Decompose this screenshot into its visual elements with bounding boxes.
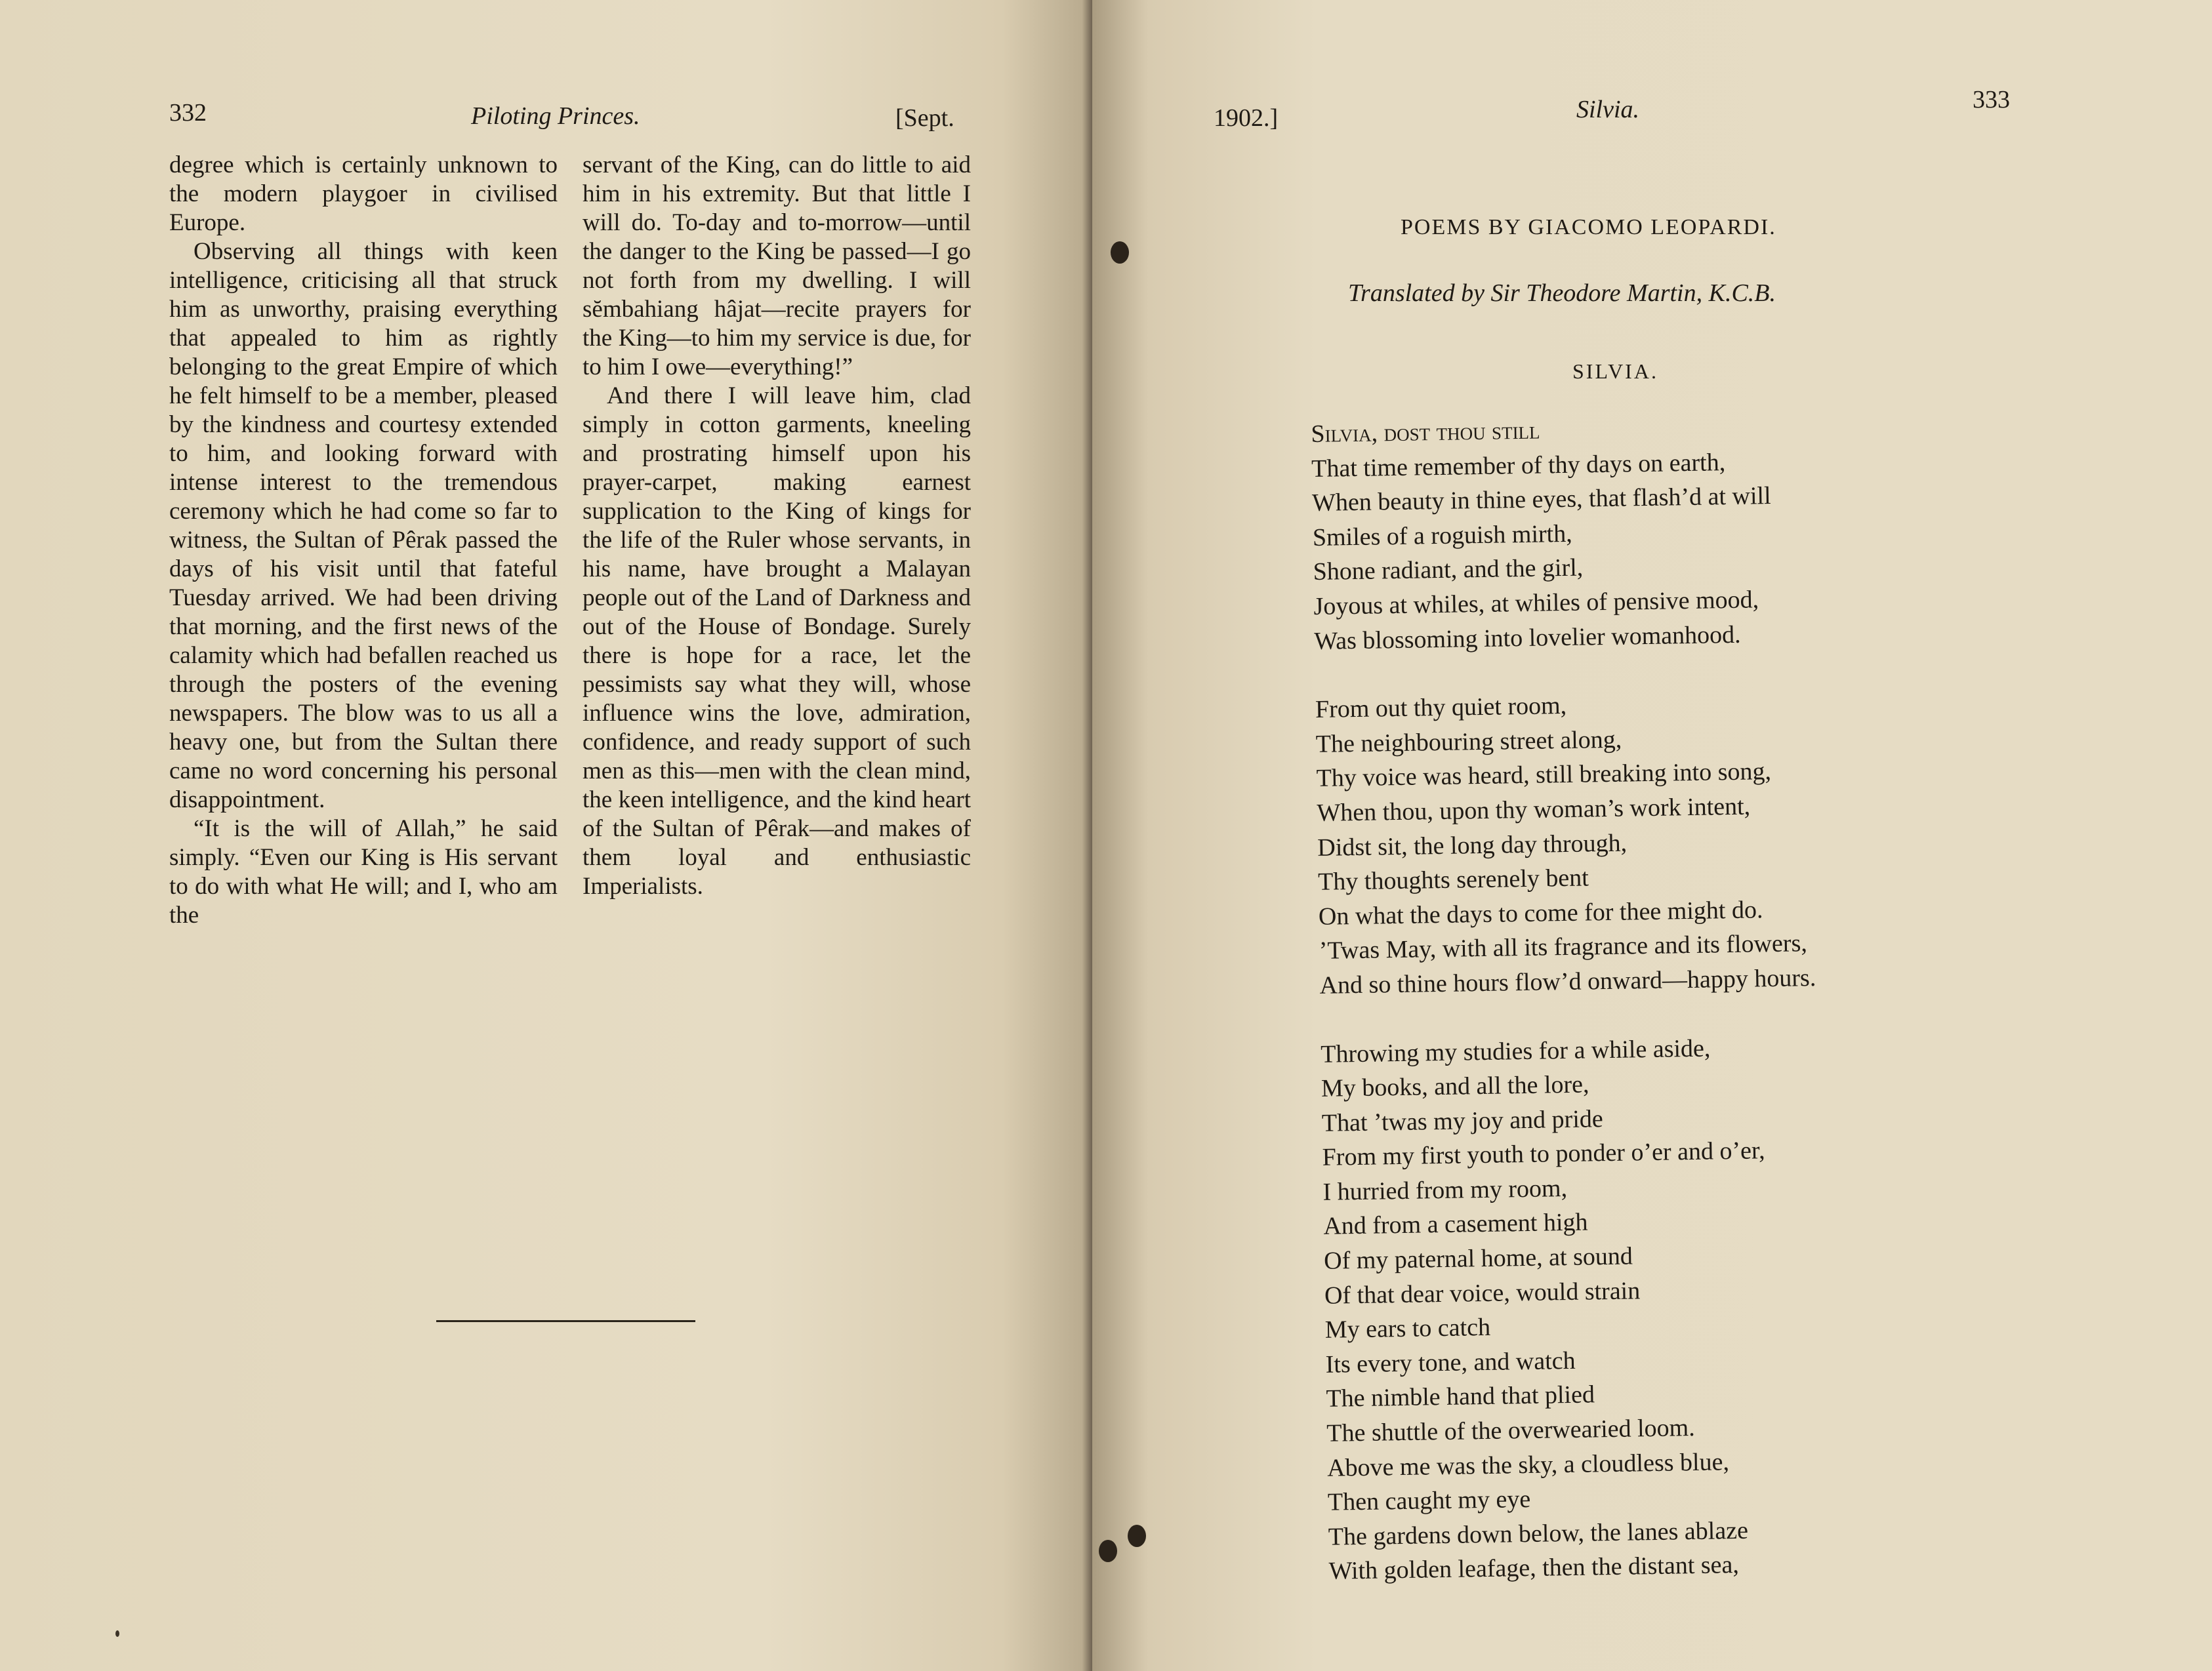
poem-line: Didst sit, the long day through, <box>1317 829 1628 862</box>
poem-line: I hurried from my room, <box>1322 1174 1568 1206</box>
poem-line: Thy thoughts serenely bent <box>1317 864 1589 896</box>
poem-line: Throwing my studies for a while aside, <box>1320 1034 1711 1068</box>
paragraph: Observing all things with keen intelligence, criticising all that struck him as unworthy, praising everything that appealed to him as rightly belonging to the great Empire of which he felt himself to be a member, pleased by the kindness and courtesy extended to him, and looking forward with intense interest to the tremendous ceremony which he had come so far to witness, the Sultan of Pêrak passed the days of his visit until that fateful Tuesday arrived. We had been driving that morning, and the first news of the calamity which had befallen reached us through the posters of the evening newspapers. The blow was to us all a heavy one, but from the Sultan there came no word concerning his personal disappointment. <box>169 238 558 813</box>
poem-line: The neighbouring street along, <box>1315 725 1622 758</box>
poem-line: The shuttle of the overwearied loom. <box>1326 1414 1695 1447</box>
poem-title: SILVIA. <box>1572 359 1658 383</box>
poem-line: When beauty in thine eyes, that flash’d at will <box>1311 482 1771 517</box>
poem-line: From out thy quiet room, <box>1315 692 1567 724</box>
ink-speck <box>115 1630 119 1637</box>
binding-hole <box>1128 1525 1146 1547</box>
binding-hole <box>1099 1540 1117 1562</box>
paragraph: servant of the King, can do little to aid him in his extremity. But that little I will do. To-day and to-morrow—until the danger to the King be passed—I go not forth from my dwelling. I will sĕmbahiang hâjat—recite prayers for the King—to him my service is due, for to him I owe—everything!” <box>583 151 971 380</box>
paragraph: degree which is certainly unknown to the modern playgoer in civilised Europe. <box>169 151 558 236</box>
left-page <box>0 0 1089 1671</box>
poem-line: Its every tone, and watch <box>1325 1346 1576 1379</box>
right-page-number: 333 <box>1973 86 2010 113</box>
poem-line: Shone radiant, and the girl, <box>1313 554 1584 586</box>
poem-line: From my first youth to ponder o’er and o’er, <box>1322 1137 1765 1172</box>
poem-line: My books, and all the lore, <box>1321 1070 1589 1102</box>
stanza <box>1315 681 2041 1003</box>
poem-line: Joyous at whiles, at whiles of pensive mood, <box>1313 586 1759 620</box>
poem-line: With golden leafage, then the distant sea, <box>1328 1551 1740 1586</box>
right-running-title: Silvia. <box>1576 96 1640 123</box>
poem-line: And from a casement high <box>1323 1208 1588 1241</box>
poem-line: Was blossoming into lovelier womanhood. <box>1314 620 1741 655</box>
poem-line: Of my paternal home, at sound <box>1323 1242 1633 1275</box>
poem-line: Then caught my eye <box>1327 1485 1531 1517</box>
poem-line: That ’twas my joy and pride <box>1321 1104 1604 1137</box>
stanza <box>1311 406 2036 658</box>
poem-line: Smiles of a roguish mirth, <box>1312 519 1572 552</box>
poem-line: On what the days to come for thee might do. <box>1318 895 1763 931</box>
stanza <box>1321 1026 2051 1589</box>
poem-line: Above me was the sky, a cloudless blue, <box>1326 1447 1730 1482</box>
poems-heading: POEMS BY GIACOMO LEOPARDI. <box>1401 215 1776 239</box>
paragraph: “It is the will of Allah,” he said simply. “Even our King is His servant to do with what He will; and I, who am the <box>169 815 558 929</box>
poem-line: The gardens down below, the lanes ablaze <box>1328 1516 1749 1551</box>
right-running-date: 1902.] <box>1214 104 1279 132</box>
section-rule <box>436 1320 695 1322</box>
poem-line: That time remember of thy days on earth, <box>1311 448 1726 483</box>
poem-line: When thou, upon thy woman’s work intent, <box>1317 792 1751 827</box>
poem-line-text: Silvia, dost thou still <box>1311 416 1540 448</box>
poem-line: My ears to catch <box>1324 1314 1491 1344</box>
left-running-title: Piloting Princes. <box>471 102 640 130</box>
poem-line: And so thine hours flow’d onward—happy hours. <box>1319 963 1816 999</box>
paragraph: And there I will leave him, clad simply in cotton garments, kneeling and prostrating himself upon his prayer-carpet, making earnest supplication to the King of kings for the life of the Ruler whose servants, in his name, have brought a Malayan people out of the Land of Darkness and out of the House of Bondage. Surely there is hope for a race, let the pessimists say what they will, whose influence wins the love, admiration, confidence, and ready support of such men as this—men with the clean mind, the keen intelligence, and the kind heart of the Sultan of Pêrak—and makes of them loyal and enthusiastic Imperialists. <box>583 382 971 900</box>
translator-credit: Translated by Sir Theodore Martin, K.C.B. <box>1348 279 1776 307</box>
binding-hole <box>1111 241 1129 264</box>
poem-silvia <box>1311 406 2051 1623</box>
left-column-1 <box>169 151 558 930</box>
poem-line: Thy voice was heard, still breaking into song, <box>1316 757 1772 793</box>
poem-line: Of that dear voice, would strain <box>1324 1276 1641 1310</box>
left-page-number: 332 <box>169 99 207 127</box>
left-running-date: [Sept. <box>895 104 954 132</box>
left-column-2 <box>583 151 971 901</box>
poem-line: ’Twas May, with all its fragrance and its flowers, <box>1319 929 1808 965</box>
poem-line: The nimble hand that plied <box>1326 1380 1595 1413</box>
